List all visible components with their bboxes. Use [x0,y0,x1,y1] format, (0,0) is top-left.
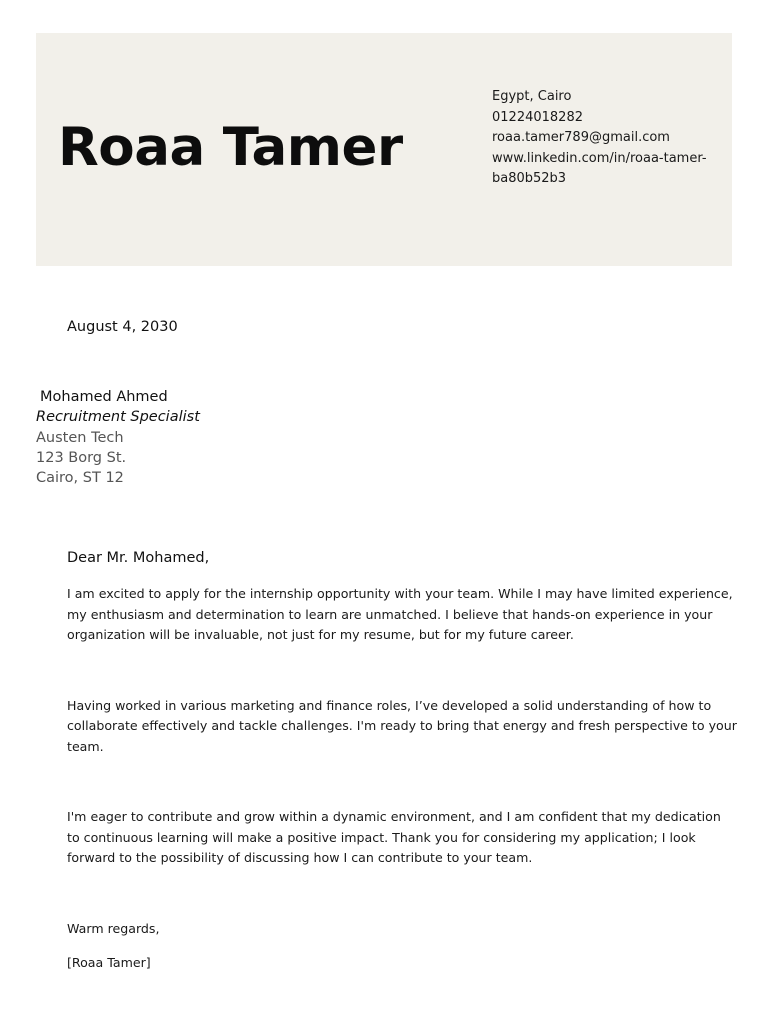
recipient-name: Mohamed Ahmed [40,389,168,405]
recipient-title: Recruitment Specialist [36,409,200,426]
signature: [Roaa Tamer] [67,954,151,970]
recipient-street: 123 Borg St. [36,449,127,466]
letter-body [67,548,737,973]
salutation: Dear Mr. Mohamed, [67,550,210,566]
contact-info [492,87,722,190]
contact-linkedin-line1: www.linkedin.com/in/roaa-tamer- [492,150,707,166]
applicant-name: Roaa Tamer [58,117,403,178]
closing: Warm regards, [67,920,160,936]
body-paragraph-2: Having worked in various marketing and finance roles, I’ve developed a solid understanding of how to collaborate effectively and tackle challenges. I'm ready to bring that energy and fresh perspective to your team. [67,697,737,754]
letter-date: August 4, 2030 [67,319,178,335]
contact-email: roaa.tamer789@gmail.com [492,130,670,145]
header-banner [36,33,732,266]
body-paragraph-3: I'm eager to contribute and grow within a dynamic environment, and I am confident that my dedication to continuous learning will make a positive impact. Thank you for considering my application; I look forward to the possibility of discussing how I can contribute to your team. [67,809,721,865]
recipient-block [36,387,200,488]
contact-location: Egypt, Cairo [492,89,572,104]
contact-phone: 01224018282 [492,109,583,125]
recipient-city: Cairo, ST 12 [36,470,124,487]
contact-linkedin-line2: ba80b52b3 [492,171,567,186]
recipient-company: Austen Tech [36,429,124,446]
body-paragraph-1: I am excited to apply for the internship opportunity with your team. While I may have limited experience, my enthusiasm and determination to learn are unmatched. I believe that hands-on experience in your organization will be invaluable, not just for my resume, but for my future career. [67,586,733,642]
